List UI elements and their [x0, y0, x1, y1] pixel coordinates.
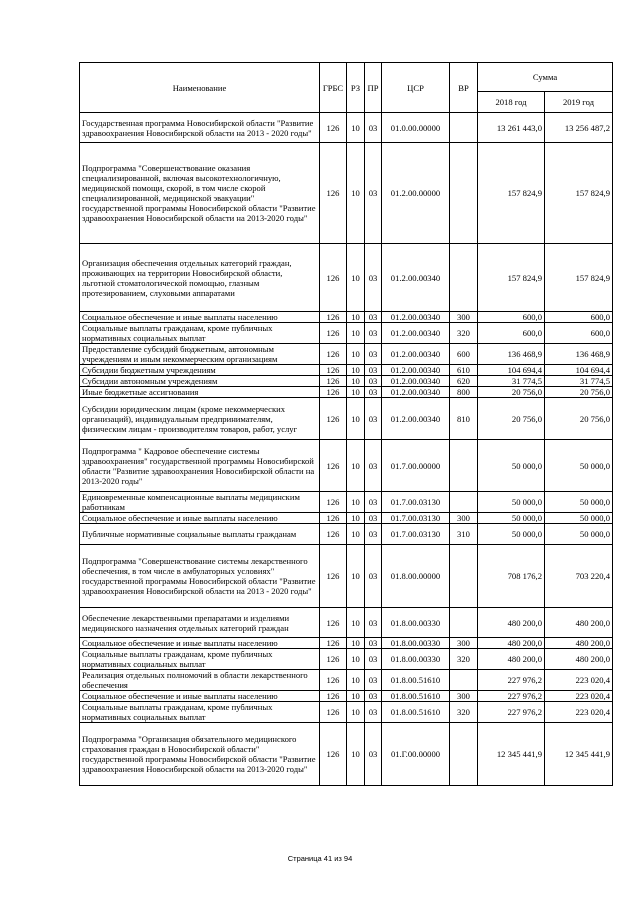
cell-s2019: 157 824,9: [545, 143, 613, 244]
cell-csr: 01.8.00.00000: [382, 545, 450, 608]
cell-vr: 300: [450, 691, 478, 702]
cell-pr: 03: [365, 513, 382, 524]
cell-s2018: 20 756,0: [478, 398, 545, 440]
cell-s2019: 600,0: [545, 323, 613, 344]
cell-rz: 10: [347, 723, 365, 786]
cell-s2018: 480 200,0: [478, 608, 545, 638]
cell-pr: 03: [365, 723, 382, 786]
cell-name: Социальное обеспечение и иные выплаты населению: [80, 691, 320, 702]
cell-rz: 10: [347, 312, 365, 323]
cell-vr: 320: [450, 702, 478, 723]
cell-grbs: 126: [320, 702, 347, 723]
cell-csr: 01.7.00.03130: [382, 492, 450, 513]
cell-s2018: 12 345 441,9: [478, 723, 545, 786]
table-row: [80, 323, 613, 344]
cell-s2019: 223 020,4: [545, 702, 613, 723]
cell-rz: 10: [347, 638, 365, 649]
cell-pr: 03: [365, 702, 382, 723]
cell-s2018: 31 774,5: [478, 376, 545, 387]
cell-vr: 600: [450, 344, 478, 365]
table-row: [80, 691, 613, 702]
cell-pr: 03: [365, 545, 382, 608]
cell-rz: 10: [347, 398, 365, 440]
cell-rz: 10: [347, 670, 365, 691]
cell-vr: [450, 545, 478, 608]
cell-grbs: 126: [320, 113, 347, 143]
cell-vr: 810: [450, 398, 478, 440]
cell-csr: 01.Г.00.00000: [382, 723, 450, 786]
cell-rz: 10: [347, 344, 365, 365]
cell-pr: 03: [365, 398, 382, 440]
cell-vr: 320: [450, 323, 478, 344]
cell-csr: 01.8.00.00330: [382, 608, 450, 638]
cell-s2018: 20 756,0: [478, 387, 545, 398]
cell-s2018: 227 976,2: [478, 691, 545, 702]
cell-grbs: 126: [320, 492, 347, 513]
cell-pr: 03: [365, 344, 382, 365]
cell-s2018: 50 000,0: [478, 492, 545, 513]
cell-csr: 01.8.00.51610: [382, 702, 450, 723]
cell-csr: 01.7.00.00000: [382, 440, 450, 492]
cell-s2018: 50 000,0: [478, 513, 545, 524]
cell-rz: 10: [347, 524, 365, 545]
cell-pr: 03: [365, 312, 382, 323]
cell-s2018: 157 824,9: [478, 143, 545, 244]
cell-rz: 10: [347, 113, 365, 143]
cell-s2018: 136 468,9: [478, 344, 545, 365]
cell-name: Обеспечение лекарственными препаратами и изделиями медицинского назначения отдельных категорий граждан: [80, 608, 320, 638]
cell-name: Социальное обеспечение и иные выплаты населению: [80, 638, 320, 649]
table-row: [80, 344, 613, 365]
cell-rz: 10: [347, 244, 365, 312]
cell-s2018: 600,0: [478, 323, 545, 344]
header-rz: РЗ: [347, 63, 365, 113]
cell-s2019: 104 694,4: [545, 365, 613, 376]
cell-vr: 620: [450, 376, 478, 387]
cell-s2018: 600,0: [478, 312, 545, 323]
cell-csr: 01.8.00.00330: [382, 649, 450, 670]
cell-csr: 01.7.00.03130: [382, 524, 450, 545]
cell-rz: 10: [347, 143, 365, 244]
cell-s2018: 13 261 443,0: [478, 113, 545, 143]
cell-grbs: 126: [320, 312, 347, 323]
cell-s2018: 50 000,0: [478, 524, 545, 545]
cell-name: Подпрограмма "Организация обязательного медицинского страхования граждан в Новосибирской области" государственной программы Новосибирской области "Развитие здравоохранения Новосибирской области на 2013-2020 годы": [80, 723, 320, 786]
budget-table: [79, 62, 613, 786]
cell-rz: 10: [347, 691, 365, 702]
cell-s2019: 50 000,0: [545, 513, 613, 524]
header-grbs: ГРБС: [320, 63, 347, 113]
cell-vr: 300: [450, 638, 478, 649]
cell-csr: 01.2.00.00340: [382, 312, 450, 323]
cell-pr: 03: [365, 365, 382, 376]
cell-csr: 01.2.00.00340: [382, 398, 450, 440]
cell-rz: 10: [347, 387, 365, 398]
cell-csr: 01.2.00.00340: [382, 376, 450, 387]
table-row: [80, 387, 613, 398]
cell-name: Государственная программа Новосибирской области "Развитие здравоохранения Новосибирской области на 2013 - 2020 годы": [80, 113, 320, 143]
cell-csr: 01.7.00.03130: [382, 513, 450, 524]
cell-name: Реализация отдельных полномочий в области лекарственного обеспечения: [80, 670, 320, 691]
table-row: [80, 113, 613, 143]
cell-name: Социальные выплаты гражданам, кроме публичных нормативных социальных выплат: [80, 702, 320, 723]
table-row: [80, 608, 613, 638]
cell-rz: 10: [347, 649, 365, 670]
cell-csr: 01.2.00.00340: [382, 365, 450, 376]
cell-csr: 01.2.00.00340: [382, 387, 450, 398]
cell-s2019: 223 020,4: [545, 670, 613, 691]
cell-pr: 03: [365, 387, 382, 398]
cell-csr: 01.8.00.00330: [382, 638, 450, 649]
table-body: [80, 113, 613, 786]
cell-name: Субсидии автономным учреждениям: [80, 376, 320, 387]
cell-vr: 300: [450, 513, 478, 524]
cell-grbs: 126: [320, 608, 347, 638]
cell-name: Единовременные компенсационные выплаты медицинским работникам: [80, 492, 320, 513]
cell-s2019: 703 220,4: [545, 545, 613, 608]
cell-name: Социальные выплаты гражданам, кроме публичных нормативных социальных выплат: [80, 649, 320, 670]
table-row: [80, 638, 613, 649]
table-row: [80, 723, 613, 786]
table-row: [80, 492, 613, 513]
cell-s2018: 104 694,4: [478, 365, 545, 376]
table-row: [80, 670, 613, 691]
cell-rz: 10: [347, 492, 365, 513]
cell-name: Подпрограмма "Совершенствование оказания специализированной, включая высокотехнологичную, медицинской помощи, скорой, в том числе скорой специализированной, медицинской эвакуации" государственной программы Новосибирской области "Развитие здравоохранения Новосибирской области на 2013-2020 годы": [80, 143, 320, 244]
cell-grbs: 126: [320, 365, 347, 376]
cell-rz: 10: [347, 608, 365, 638]
table-row: [80, 365, 613, 376]
cell-rz: 10: [347, 545, 365, 608]
cell-rz: 10: [347, 440, 365, 492]
cell-grbs: 126: [320, 723, 347, 786]
cell-name: Иные бюджетные ассигнования: [80, 387, 320, 398]
cell-s2018: 480 200,0: [478, 649, 545, 670]
cell-grbs: 126: [320, 323, 347, 344]
cell-vr: [450, 608, 478, 638]
cell-name: Субсидии бюджетным учреждениям: [80, 365, 320, 376]
cell-s2019: 31 774,5: [545, 376, 613, 387]
cell-pr: 03: [365, 323, 382, 344]
cell-s2018: 480 200,0: [478, 638, 545, 649]
table-row: [80, 702, 613, 723]
table-row: [80, 376, 613, 387]
table-row: [80, 545, 613, 608]
header-pr: ПР: [365, 63, 382, 113]
cell-s2018: 227 976,2: [478, 702, 545, 723]
cell-name: Социальные выплаты гражданам, кроме публичных нормативных социальных выплат: [80, 323, 320, 344]
cell-vr: 610: [450, 365, 478, 376]
cell-vr: [450, 143, 478, 244]
cell-grbs: 126: [320, 691, 347, 702]
cell-vr: 310: [450, 524, 478, 545]
cell-s2019: 136 468,9: [545, 344, 613, 365]
cell-vr: 300: [450, 312, 478, 323]
cell-name: Подпрограмма " Кадровое обеспечение системы здравоохранения" государственной программы Новосибирской области "Развитие здравоохранения Новосибирской области на 2013-2020 годы": [80, 440, 320, 492]
cell-rz: 10: [347, 513, 365, 524]
cell-s2018: 708 176,2: [478, 545, 545, 608]
cell-s2019: 600,0: [545, 312, 613, 323]
cell-pr: 03: [365, 670, 382, 691]
cell-name: Публичные нормативные социальные выплаты гражданам: [80, 524, 320, 545]
cell-grbs: 126: [320, 440, 347, 492]
cell-grbs: 126: [320, 638, 347, 649]
table-row: [80, 524, 613, 545]
cell-grbs: 126: [320, 344, 347, 365]
cell-s2019: 480 200,0: [545, 608, 613, 638]
header-vr: ВР: [450, 63, 478, 113]
cell-csr: 01.8.00.51610: [382, 691, 450, 702]
cell-vr: [450, 723, 478, 786]
cell-s2019: 157 824,9: [545, 244, 613, 312]
cell-vr: [450, 244, 478, 312]
cell-s2019: 20 756,0: [545, 398, 613, 440]
cell-vr: [450, 492, 478, 513]
cell-grbs: 126: [320, 524, 347, 545]
table-row: [80, 244, 613, 312]
cell-s2018: 227 976,2: [478, 670, 545, 691]
header-csr: ЦСР: [382, 63, 450, 113]
cell-grbs: 126: [320, 398, 347, 440]
table-row: [80, 398, 613, 440]
cell-pr: 03: [365, 492, 382, 513]
cell-name: Социальное обеспечение и иные выплаты населению: [80, 513, 320, 524]
cell-grbs: 126: [320, 143, 347, 244]
cell-s2019: 20 756,0: [545, 387, 613, 398]
cell-csr: 01.2.00.00340: [382, 323, 450, 344]
cell-vr: 320: [450, 649, 478, 670]
cell-s2019: 480 200,0: [545, 638, 613, 649]
cell-rz: 10: [347, 365, 365, 376]
cell-s2018: 157 824,9: [478, 244, 545, 312]
cell-rz: 10: [347, 376, 365, 387]
cell-name: Предоставление субсидий бюджетным, автономным учреждениям и иным некоммерческим организациям: [80, 344, 320, 365]
table-row: [80, 312, 613, 323]
header-name: Наименование: [80, 63, 320, 113]
header-year-2018: 2018 год: [478, 92, 545, 113]
cell-pr: 03: [365, 440, 382, 492]
cell-csr: 01.8.00.51610: [382, 670, 450, 691]
cell-vr: [450, 113, 478, 143]
cell-name: Субсидии юридическим лицам (кроме некоммерческих организаций), индивидуальным предпринимателям, физическим лицам - производителям товаров, работ, услуг: [80, 398, 320, 440]
cell-s2019: 12 345 441,9: [545, 723, 613, 786]
cell-name: Подпрограмма "Совершенствование системы лекарственного обеспечения, в том числе в амбулаторных условиях" государственной программы Новосибирской области "Развитие здравоохранения Новосибирской области на 2013 - 2020 годы": [80, 545, 320, 608]
cell-pr: 03: [365, 376, 382, 387]
header-year-2019: 2019 год: [545, 92, 613, 113]
cell-pr: 03: [365, 524, 382, 545]
cell-pr: 03: [365, 143, 382, 244]
cell-s2019: 223 020,4: [545, 691, 613, 702]
cell-grbs: 126: [320, 513, 347, 524]
cell-s2019: 13 256 487,2: [545, 113, 613, 143]
cell-grbs: 126: [320, 649, 347, 670]
cell-grbs: 126: [320, 670, 347, 691]
table-row: [80, 440, 613, 492]
table-row: [80, 513, 613, 524]
page-footer: Страница 41 из 94: [287, 854, 353, 863]
cell-s2019: 480 200,0: [545, 649, 613, 670]
cell-name: Социальное обеспечение и иные выплаты населению: [80, 312, 320, 323]
table-row: [80, 143, 613, 244]
cell-pr: 03: [365, 649, 382, 670]
cell-pr: 03: [365, 638, 382, 649]
cell-vr: 800: [450, 387, 478, 398]
cell-grbs: 126: [320, 376, 347, 387]
cell-pr: 03: [365, 113, 382, 143]
header-sum: Сумма: [478, 63, 613, 92]
table-row: [80, 649, 613, 670]
cell-csr: 01.2.00.00000: [382, 143, 450, 244]
cell-csr: 01.2.00.00340: [382, 344, 450, 365]
cell-grbs: 126: [320, 244, 347, 312]
cell-csr: 01.2.00.00340: [382, 244, 450, 312]
cell-name: Организация обеспечения отдельных категорий граждан, проживающих на территории Новосибирской области, льготной стоматологической помощью, глазным протезированием, слуховыми аппаратами: [80, 244, 320, 312]
cell-pr: 03: [365, 244, 382, 312]
cell-s2018: 50 000,0: [478, 440, 545, 492]
cell-pr: 03: [365, 691, 382, 702]
cell-rz: 10: [347, 323, 365, 344]
cell-vr: [450, 440, 478, 492]
cell-csr: 01.0.00.00000: [382, 113, 450, 143]
cell-grbs: 126: [320, 545, 347, 608]
cell-pr: 03: [365, 608, 382, 638]
cell-vr: [450, 670, 478, 691]
cell-s2019: 50 000,0: [545, 524, 613, 545]
cell-grbs: 126: [320, 387, 347, 398]
cell-rz: 10: [347, 702, 365, 723]
cell-s2019: 50 000,0: [545, 492, 613, 513]
cell-s2019: 50 000,0: [545, 440, 613, 492]
